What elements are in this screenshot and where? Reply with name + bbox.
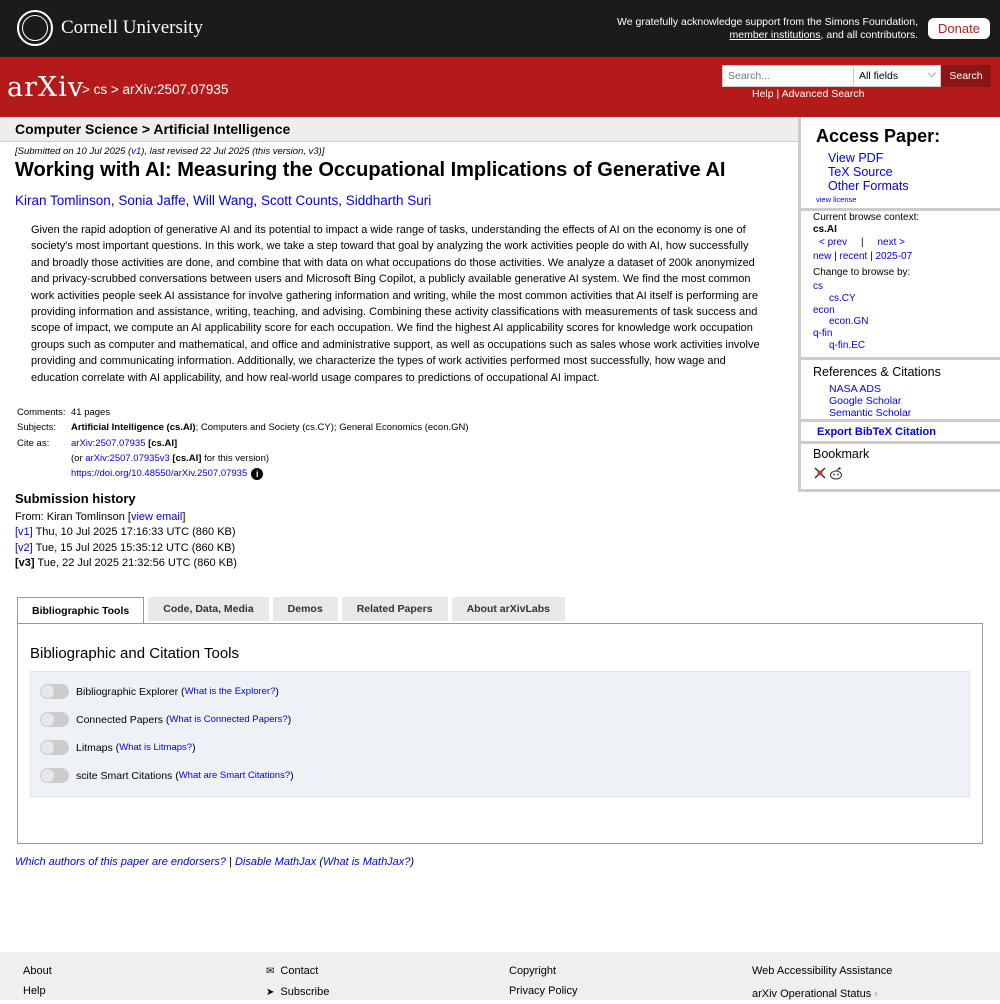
chevron-down-icon: ⌵: [927, 68, 936, 80]
v1-link[interactable]: v1: [131, 146, 142, 157]
reddit-icon[interactable]: [829, 466, 843, 480]
browse-cat-link[interactable]: q-fin.EC: [829, 339, 866, 351]
tab-about-arxivlabs[interactable]: About arXivLabs: [452, 597, 565, 621]
accessibility-link[interactable]: Web Accessibility Assistance: [752, 965, 893, 977]
what-is-mathjax-link[interactable]: What is MathJax?: [323, 856, 411, 868]
bibsonomy-icon[interactable]: [813, 466, 827, 480]
help-link[interactable]: What are Smart Citations?: [178, 770, 291, 781]
divider: [801, 419, 1000, 422]
footer-column: [509, 961, 577, 1001]
version-link[interactable]: [v1]: [15, 526, 33, 539]
scite-toggle[interactable]: [40, 768, 69, 783]
about-link[interactable]: About: [23, 965, 52, 977]
help-link[interactable]: What is Litmaps?: [119, 742, 193, 753]
search-field-select[interactable]: All fields ⌵: [853, 65, 941, 87]
browse-cat-link[interactable]: econ: [813, 304, 835, 316]
browse-cat-link[interactable]: econ.GN: [829, 316, 869, 328]
change-browse-label: Change to browse by:: [813, 267, 911, 278]
divider: [801, 441, 1000, 444]
version-link[interactable]: [v2]: [15, 541, 33, 554]
search-button[interactable]: Search: [941, 65, 991, 87]
labs-tabs: [17, 597, 569, 624]
privacy-policy-link[interactable]: Privacy Policy: [509, 985, 578, 997]
arxiv-logo[interactable]: arXiv: [7, 72, 85, 103]
doi-row: [17, 466, 469, 481]
cite-link[interactable]: arXiv:2507.07935: [71, 437, 146, 449]
help-link[interactable]: Help: [23, 985, 46, 997]
view-license-link[interactable]: view license: [816, 195, 857, 204]
toggle-list: [30, 671, 970, 797]
new-recent-links: new | recent | 2025-07: [813, 251, 913, 262]
view-email-link[interactable]: view email: [130, 511, 183, 523]
tab-panel: [17, 623, 983, 844]
divider: [801, 489, 1000, 492]
footer-column: [266, 961, 329, 1003]
toggle-row: Litmaps ( What is Litmaps? ): [40, 740, 196, 755]
recent-link[interactable]: recent: [839, 251, 868, 262]
toggle-row: Bibliographic Explorer ( What is the Explorer? ): [40, 684, 279, 699]
version-row: [v1] Thu, 10 Jul 2025 17:16:33 UTC (860 KB): [15, 526, 236, 539]
tab-demos[interactable]: Demos: [273, 597, 338, 621]
tab-bibliographic-tools[interactable]: Bibliographic Tools: [17, 597, 144, 624]
footer-column: [752, 961, 892, 1004]
cite-as-row: Cite as: arXiv:2507.07935 [cs.AI]: [17, 437, 178, 449]
submission-history-title: Submission history: [15, 491, 136, 506]
authors: Kiran Tomlinson, Sonia Jaffe, Will Wang, Scott Counts, Siddharth Suri: [15, 193, 432, 208]
paper-plane-icon: ➤: [266, 987, 275, 998]
divider: [801, 208, 1000, 211]
bookmark-icons: [813, 466, 843, 480]
submission-history: From: Kiran Tomlinson [view email] [v1] Thu, 10 Jul 2025 17:16:33 UTC (860 KB) [v2] Tue, 15 Jul 2025 15:35:12 UTC (860 KB) [v3] Tue, 22 Jul 2025 21:32:56 UTC (860 KB): [15, 510, 237, 571]
header-links: Help | Advanced Search: [752, 88, 865, 100]
contact-link[interactable]: ✉ Contact: [266, 965, 319, 977]
search-input[interactable]: [722, 65, 854, 87]
author-link[interactable]: Kiran Tomlinson: [15, 193, 111, 208]
cornell-logo[interactable]: [17, 10, 203, 46]
version-cite-row: (or arXiv:2507.07935v3 [cs.AI] for this version): [71, 452, 270, 464]
author-link[interactable]: Sonia Jaffe: [118, 193, 186, 208]
paper-title: Working with AI: Measuring the Occupational Implications of Generative AI: [15, 159, 726, 181]
references-title: References & Citations: [813, 365, 941, 379]
month-link[interactable]: 2025-07: [875, 251, 913, 262]
access-paper-title: Access Paper:: [816, 126, 941, 146]
submission-dateline: [Submitted on 10 Jul 2025 (v1), last revised 22 Jul 2025 (this version, v3)]: [15, 146, 325, 157]
help-link[interactable]: What is the Explorer?: [184, 686, 276, 697]
endorsers-link[interactable]: Which authors of this paper are endorsers?: [15, 856, 226, 868]
other-formats-link[interactable]: Other Formats: [828, 179, 909, 193]
browse-cat-link[interactable]: q-fin: [813, 328, 833, 340]
browse-cat-link[interactable]: cs: [813, 281, 823, 292]
prev-link[interactable]: < prev: [819, 237, 848, 248]
cornell-seal-icon: [17, 10, 53, 46]
subject-bar: [0, 117, 798, 142]
member-institutions-link[interactable]: member institutions: [729, 29, 821, 41]
new-link[interactable]: new: [813, 251, 832, 262]
copyright-link[interactable]: Copyright: [509, 965, 557, 977]
subjects-row: Subjects: Artificial Intelligence (cs.AI); Computers and Society (cs.CY); General Economics (econ.GN): [17, 422, 469, 434]
tex-source-link[interactable]: TeX Source: [828, 165, 893, 179]
connected-papers-toggle[interactable]: [40, 712, 69, 727]
arxiv-header: [0, 57, 1000, 117]
version-row: [v3] Tue, 22 Jul 2025 21:32:56 UTC (860 KB): [15, 556, 237, 569]
advanced-search-link[interactable]: Advanced Search: [781, 88, 865, 100]
version-row: [v2] Tue, 15 Jul 2025 15:35:12 UTC (860 KB): [15, 541, 236, 554]
view-pdf-link[interactable]: View PDF: [828, 151, 884, 165]
disable-mathjax-link[interactable]: Disable MathJax: [234, 856, 317, 868]
browse-context: Current browse context: cs.AI: [813, 212, 920, 235]
bibliographic-explorer-toggle[interactable]: [40, 684, 69, 699]
metadata-table: [17, 405, 469, 481]
comments-row: Comments: 41 pages: [17, 407, 111, 418]
chevron-right-icon: ›: [874, 988, 878, 1000]
browse-categories: [813, 281, 868, 352]
nasa-ads-link[interactable]: NASA ADS: [829, 383, 881, 395]
footer: [0, 952, 1000, 1000]
browse-cat-link[interactable]: cs.CY: [829, 292, 856, 304]
breadcrumb[interactable]: > cs > arXiv:2507.07935: [82, 82, 229, 97]
author-link[interactable]: Will Wang: [193, 193, 254, 208]
google-scholar-link[interactable]: Google Scholar: [829, 395, 902, 407]
prev-next: < prev | next >: [819, 237, 906, 248]
divider: [801, 357, 1000, 360]
tab-code-data-media[interactable]: Code, Data, Media: [148, 597, 268, 621]
bookmark-title: Bookmark: [813, 447, 870, 461]
help-link[interactable]: What is Connected Papers?: [169, 714, 288, 725]
university-name: Cornell University: [61, 17, 203, 38]
info-icon[interactable]: i: [251, 468, 263, 480]
author-link[interactable]: Scott Counts: [260, 193, 339, 208]
support-message: We gratefully acknowledge support from the Simons Foundation, member institutions, and all contributors.: [617, 16, 918, 41]
litmaps-toggle[interactable]: [40, 740, 69, 755]
sidebar: [798, 117, 1000, 492]
subscribe-link[interactable]: ➤ Subscribe: [266, 986, 330, 998]
toggle-row: Connected Papers ( What is Connected Papers? ): [40, 712, 291, 727]
tab-related-papers[interactable]: Related Papers: [342, 597, 448, 621]
abstract: Given the rapid adoption of generative AI and its potential to impact a wide range of tasks, understanding the effects of AI on the economy is one of society's most important questions. In this work, we take a step toward that goal by analyzing the work activities people do with AI, how successfully and broadly those activities are done, and combine that with data on what occupations do those activities. We analyze a dataset of 200k anonymized and privacy-scrubbed conversations between users and Microsoft Bing Copilot, a publicly available generative AI system. We find the most common work activities people seek AI assistance for involve gathering information and writing, while the most common activities that AI itself is performing are providing information and assistance, writing, teaching, and advising. Combining these activity classifications with measurements of task success and scope of impact, we compute an AI applicability score for each occupation. We find the highest AI applicability scores for knowledge work occupation groups such as computer and mathematical, and office and administrative support, as well as occupations such as sales whose work activities involve providing and communicating information. Additionally, we characterize the types of work activities performed most successfully, how wage and education correlate with AI applicability, and how real-world usage compares to predictions of occupational AI impact.: [31, 224, 760, 384]
current-version: [v3]: [15, 556, 35, 569]
subject-heading: Computer Science > Artificial Intelligence: [15, 121, 291, 137]
envelope-icon: ✉: [266, 966, 275, 977]
footer-column: [23, 961, 52, 1001]
operational-status-link[interactable]: arXiv Operational Status ›: [752, 988, 878, 1000]
references-links: [829, 383, 911, 419]
semantic-scholar-link[interactable]: Semantic Scholar: [829, 407, 912, 419]
top-bar: [0, 0, 1000, 57]
help-link[interactable]: Help: [752, 88, 774, 100]
endorsers-line: Which authors of this paper are endorsers? | Disable MathJax (What is MathJax?): [15, 856, 415, 868]
donate-button[interactable]: Donate: [928, 18, 990, 39]
toggle-row: scite Smart Citations ( What are Smart Citations? ): [40, 768, 294, 783]
doi-link[interactable]: https://doi.org/10.48550/arXiv.2507.07935: [71, 468, 248, 480]
version-cite-link[interactable]: arXiv:2507.07935v3: [85, 452, 170, 464]
panel-title: Bibliographic and Citation Tools: [30, 645, 240, 662]
next-link[interactable]: next >: [877, 237, 906, 248]
export-bibtex-link[interactable]: Export BibTeX Citation: [817, 426, 936, 438]
author-link[interactable]: Siddharth Suri: [345, 193, 432, 208]
access-links: [828, 151, 909, 193]
